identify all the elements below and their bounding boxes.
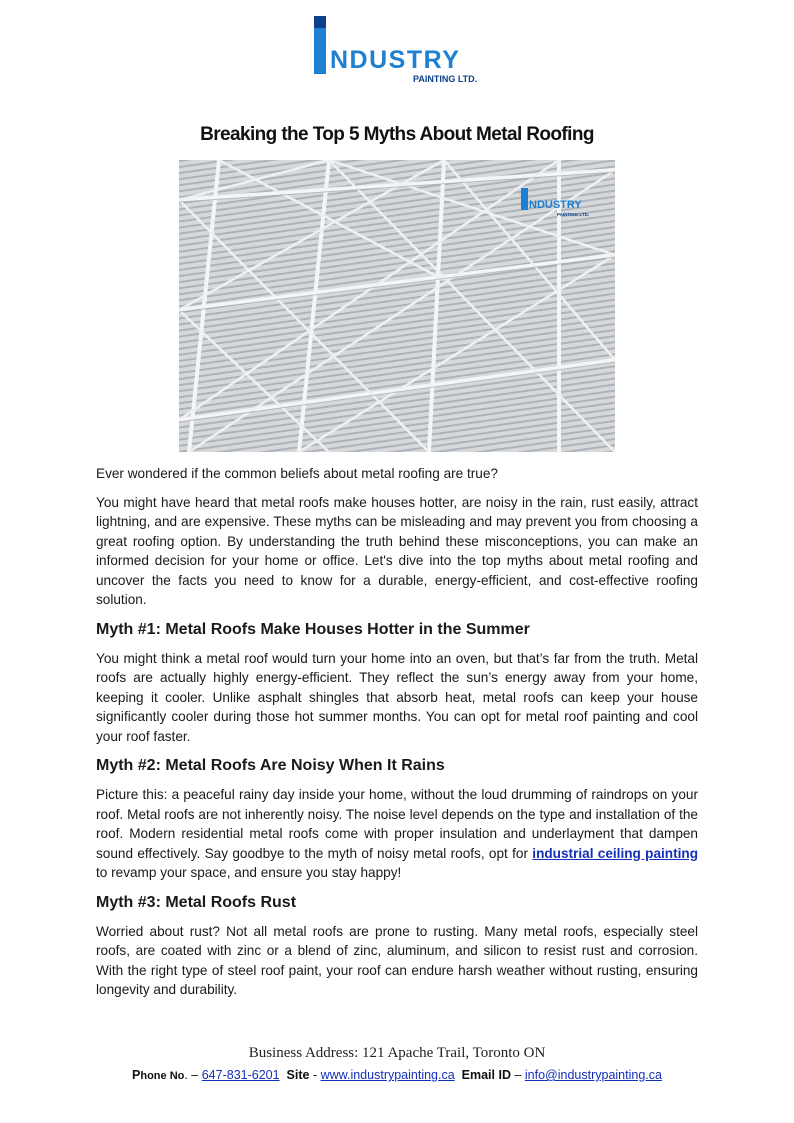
myth-2-heading: Myth #2: Metal Roofs Are Noisy When It Rains <box>96 757 445 774</box>
hero-logo-name: NDUSTRY <box>529 199 582 211</box>
hero-logo-bar <box>521 188 528 210</box>
myth-2-body-after: to revamp your space, and ensure you stay happy! <box>96 865 402 880</box>
email-label: Email ID <box>461 1068 511 1082</box>
company-logo <box>310 14 500 86</box>
site-separator: - <box>309 1068 321 1082</box>
industrial-ceiling-painting-link[interactable]: industrial ceiling painting <box>532 845 698 861</box>
phone-link[interactable]: 647-831-6201 <box>201 1068 280 1082</box>
contact-line <box>0 1068 794 1082</box>
logo-subtitle: PAINTING LTD. <box>413 74 478 84</box>
intro-paragraph: Ever wondered if the common beliefs about metal roofing are true? <box>96 466 498 481</box>
site-link[interactable]: www.industrypainting.ca <box>320 1068 455 1082</box>
metal-roof-image <box>179 160 615 452</box>
site-label: Site <box>286 1068 310 1082</box>
myth-3-body: Worried about rust? Not all metal roofs are prone to rusting. Many metal roofs, especially steel roofs, are coated with zinc or a blend of zinc, aluminum, and silicon to resist rust and corrosion. With the right type of steel roof paint, your roof can endure harsh weather without rusting, ensuring longevity and durability. <box>96 923 698 997</box>
myth-1-body: You might think a metal roof would turn your home into an oven, but that’s far from the truth. Metal roofs are actually highly energy-efficient. They reflect the sun’s energy away from your home, keeping it cooler. Unlike asphalt shingles that absorb heat, metal roofs can keep your house significantly cooler during those hot summer months. You can opt for metal roof painting and cool your roof faster. <box>96 650 698 744</box>
logo-graphic <box>310 14 500 86</box>
hero-image <box>179 160 615 452</box>
phone-label: hone No <box>140 1070 185 1082</box>
article-body <box>96 464 698 1009</box>
email-link[interactable]: info@industrypainting.ca <box>524 1068 662 1082</box>
myth-2-body-before: Picture this: a peaceful rainy day inside your home, without the loud drumming of raindrops on your roof. Metal roofs are not inherently noisy. The noise level depends on the type and installation of the roof. Modern residential metal roofs come with proper insulation and underlayment that dampen sound effectively. Say goodbye to the myth of noisy metal roofs, opt for <box>96 787 698 861</box>
logo-name: NDUSTRY <box>330 46 461 74</box>
email-separator: – <box>510 1068 525 1082</box>
myth-2-body <box>96 785 698 883</box>
myth-3-heading: Myth #3: Metal Roofs Rust <box>96 893 297 911</box>
overview-paragraph: You might have heard that metal roofs make houses hotter, are noisy in the rain, rust easily, attract lightning, and are expensive. These myths can be misleading and may prevent you from choosing a great roofing option. By understanding the truth behind these misconceptions, you can make an informed decision for your home or office. Let's dive into the top myths about metal roofing and uncover the facts you need to know for a durable, energy-efficient, and cost-effective roofing solution. <box>96 494 698 607</box>
myth-1-heading: Myth #1: Metal Roofs Make Houses Hotter in the Summer <box>96 620 530 638</box>
phone-separator: . – <box>184 1068 202 1082</box>
logo-bar-top <box>314 16 326 28</box>
business-address: Business Address: 121 Apache Trail, Toronto ON <box>248 1045 546 1061</box>
page-title: Breaking the Top 5 Myths About Metal Roofing <box>200 124 594 145</box>
hero-logo-subtitle: PAINTING LTD. <box>557 212 590 217</box>
phone-label-p: P <box>132 1068 141 1082</box>
